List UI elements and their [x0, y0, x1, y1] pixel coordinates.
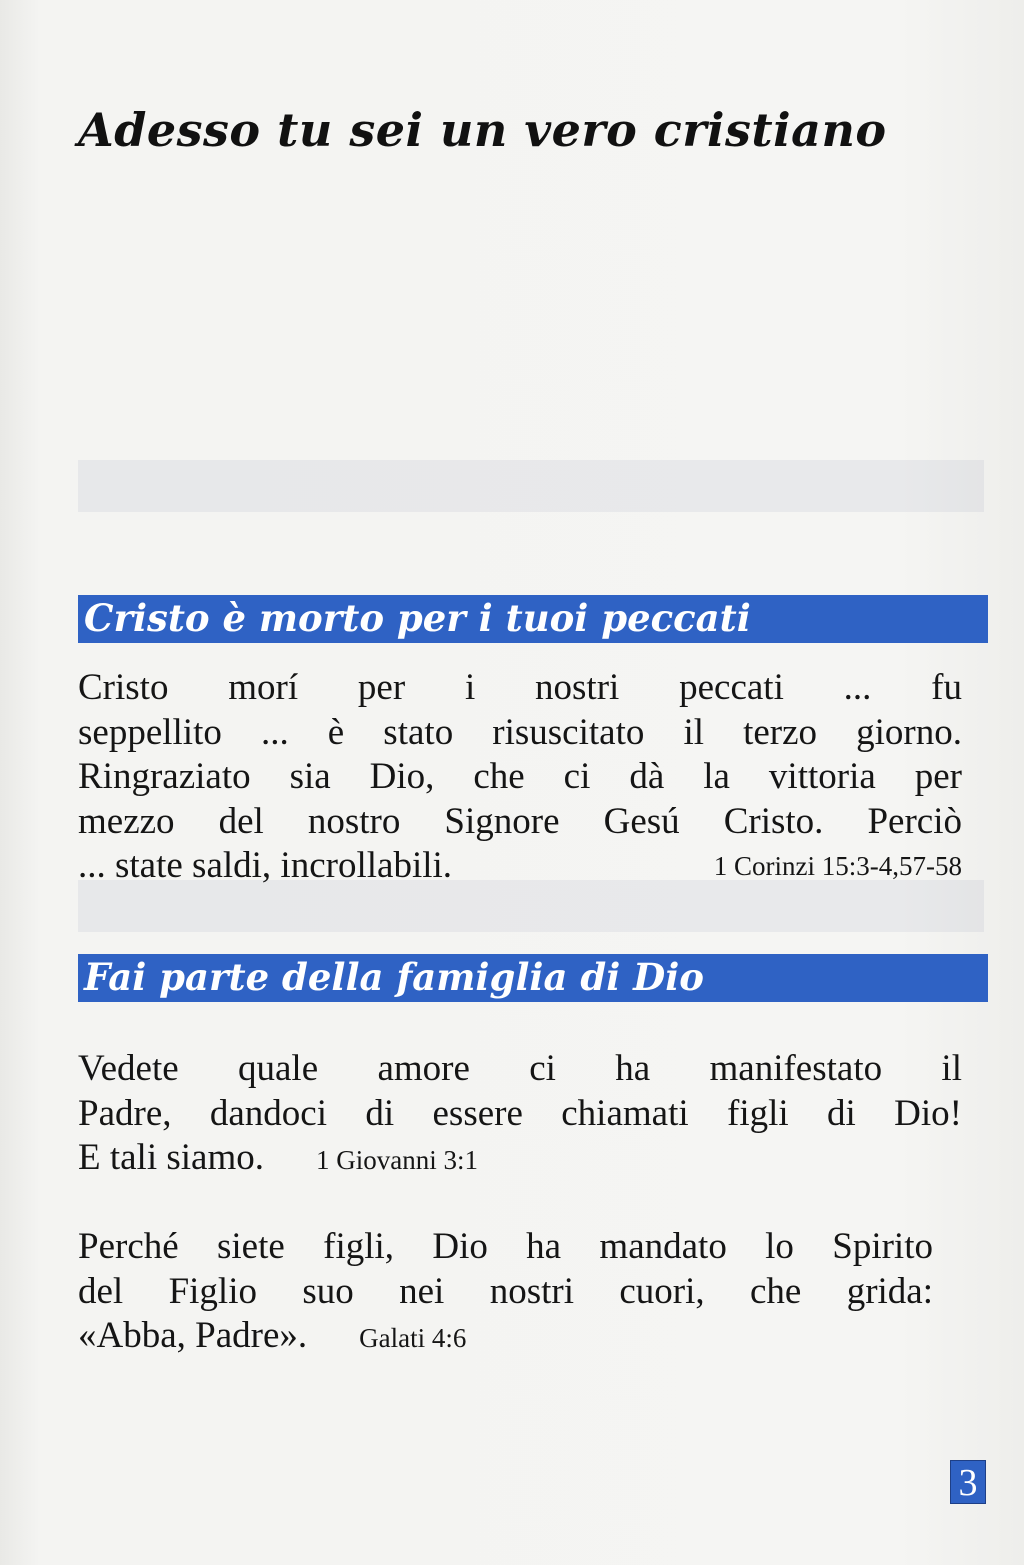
text-line [78, 844, 962, 889]
text-line: Padre, dandoci di essere chiamati figli di Dio! [78, 1092, 962, 1134]
section-heading-famiglia: Fai parte della famiglia di Dio [78, 954, 988, 1002]
scripture-paragraph [78, 1047, 962, 1183]
text-line: Ringraziato sia Dio, che ci dà la vittoria per [78, 756, 962, 797]
scripture-reference: Galati 4:6 [359, 1323, 467, 1353]
text-line: Vedete quale amore ci ha manifestato il [78, 1048, 962, 1089]
scripture-paragraph [78, 1225, 933, 1361]
text-line-end: ... state saldi, incrollabili. [78, 845, 453, 886]
text-line: Perché siete figli, Dio ha mandato lo Spirito [78, 1226, 933, 1267]
text-line: mezzo del nostro Signore Gesú Cristo. Perciò [78, 800, 962, 842]
text-line: Cristo morí per i nostri peccati ... fu [78, 667, 962, 708]
text-line: del Figlio suo nei nostri cuori, che grida: [78, 1270, 933, 1312]
text-line-end: «Abba, Padre». [78, 1315, 308, 1356]
section-heading-cristo: Cristo è morto per i tuoi peccati [78, 595, 988, 643]
scripture-paragraph [78, 666, 962, 889]
text-line: seppellito ... è stato risuscitato il terzo giorno. [78, 711, 962, 753]
scripture-reference: 1 Giovanni 3:1 [316, 1145, 478, 1175]
scripture-reference: 1 Corinzi 15:3-4,57-58 [713, 851, 962, 881]
show-through-band [78, 460, 984, 512]
page-title: Adesso tu sei un vero cristiano [78, 103, 887, 157]
text-line-end: E tali siamo. [78, 1137, 264, 1178]
text-line [78, 1314, 933, 1361]
page-number-badge: 3 [950, 1460, 986, 1504]
text-line [78, 1136, 962, 1183]
